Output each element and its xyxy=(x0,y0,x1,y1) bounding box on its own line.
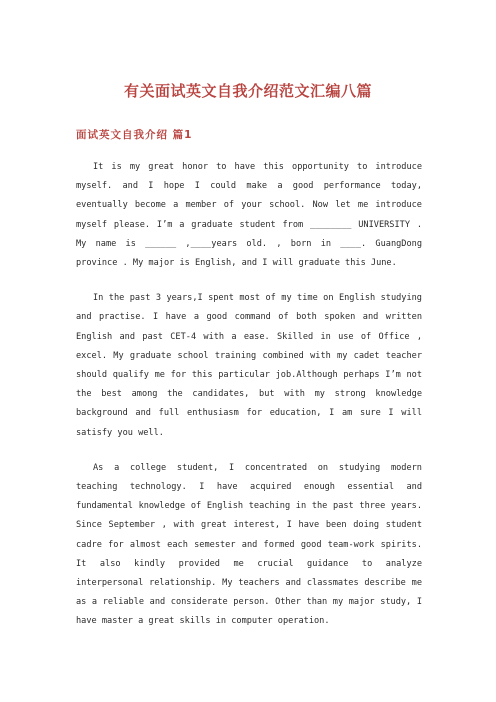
section-heading: 面试英文自我介绍 篇1 xyxy=(76,129,193,141)
paragraph-1: It is my great honor to have this opportunity to introduce myself. and I hope I could make a good performance today, eventually become a member of your school. Now let me introduce myself please. I’m a graduate student from ________ UNIVERSITY . My name is ______ ,____years old. , born in ____. GuangDong province . My major is English, and I will graduate this June. xyxy=(76,162,422,269)
body-text xyxy=(76,158,422,648)
paragraph-2: In the past 3 years,I spent most of my time on English studying and practise. I have a good command of both spoken and written English and past CET-4 with a ease. Skilled in use of Office , excel. My graduate school training combined with my cadet teacher should qualify me for this particular job.Although perhaps I’m not the best among the candidates, but with my strong knowledge background and full enthusiasm for education, I am sure I will satisfy you well. xyxy=(76,293,422,438)
document-title: 有关面试英文自我介绍范文汇编八篇 xyxy=(123,82,372,100)
paragraph-3: As a college student, I concentrated on studying modern teaching technology. I have acquired enough essential and fundamental knowledge of English teaching in the past three years. Since September , with great interest, I have been doing student cadre for almost each semester and formed good team-work spirits. It also kindly provided me crucial guidance to analyze interpersonal relationship. My teachers and classmates describe me as a reliable and considerate person. Other than my major study, I have master a great skills in computer operation. xyxy=(76,462,422,627)
